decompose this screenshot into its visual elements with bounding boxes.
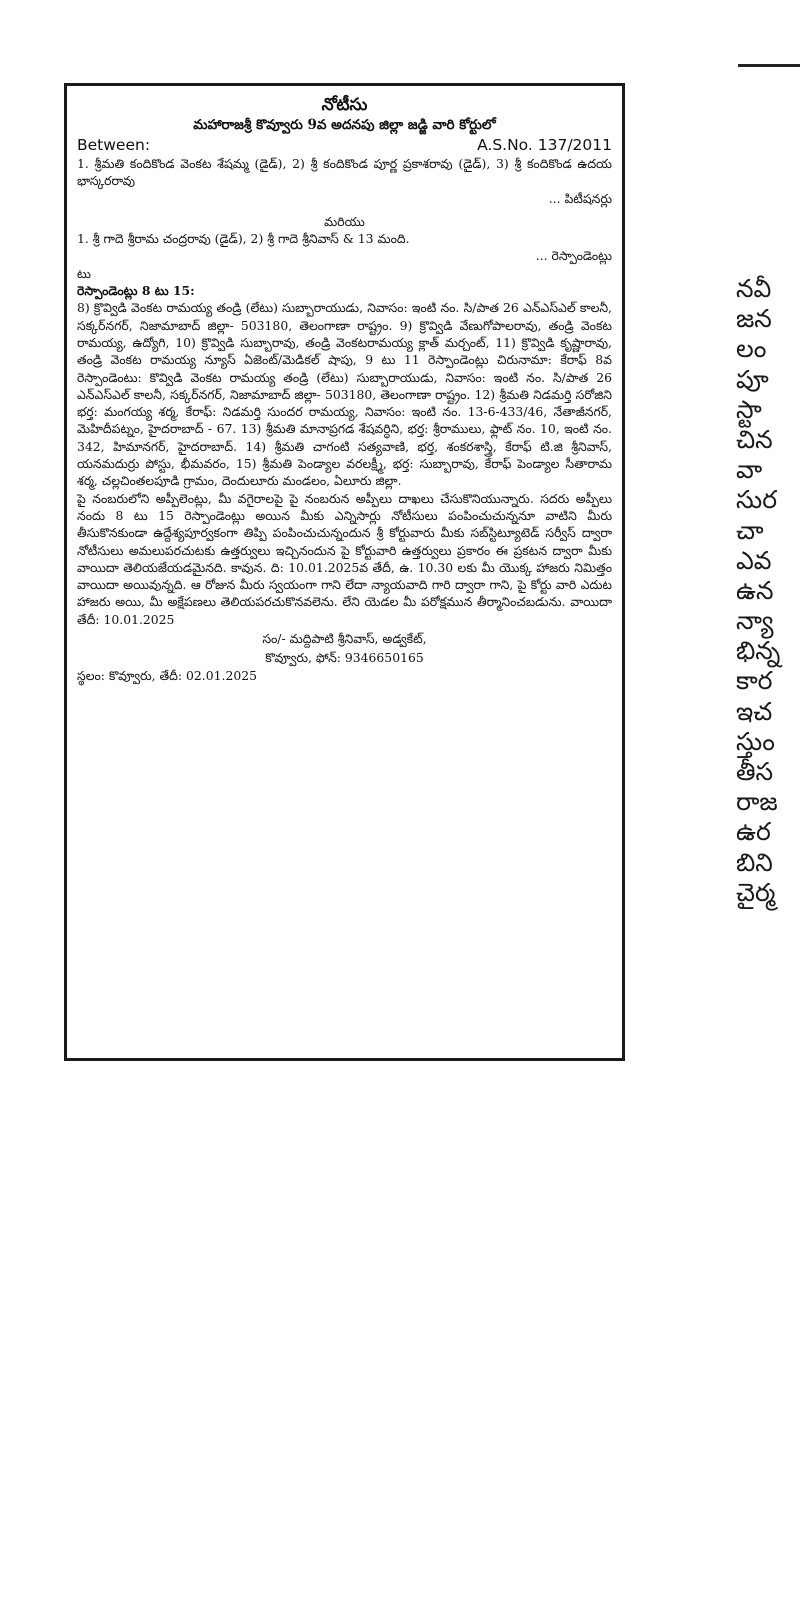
side-column-line: ఇచ — [736, 696, 773, 726]
side-column-line: బిని — [736, 847, 773, 877]
side-column-line: స్తుం — [736, 726, 775, 756]
side-column-line: చిన — [736, 424, 773, 454]
side-column-rule — [738, 64, 800, 67]
side-column-line: పూ — [736, 364, 769, 394]
respondents: 1. శ్రీ గాదె శ్రీరామ చంద్రరావు (డైడ్), 2) శ్రీ గాదె శ్రీనివాస్ & 13 మంది. — [77, 231, 410, 247]
case-header — [77, 135, 612, 155]
side-column-line: భిన్న — [736, 636, 781, 666]
notice-box — [64, 83, 625, 1061]
signature-line-2: కొవ్వూరు, ఫోన్: 9346650165 — [265, 650, 424, 666]
notice-title: నోటీసు — [321, 95, 368, 115]
court-name: మహారాజశ్రీ కొవ్వూరు 9వ అదనపు జిల్లా జడ్జి వారి కోర్టులో — [193, 117, 496, 133]
case-number: A.S.No. 137/2011 — [477, 136, 612, 154]
respondents-heading: రెస్పాండెంట్లు 8 టు 15: — [77, 283, 195, 299]
side-column-line: న్యా — [736, 606, 774, 636]
and-label: మరియు — [324, 213, 365, 229]
petitioners: 1. శ్రీమతి కందికొండ వెంకట శేషమ్మ (డైడ్), 2) శ్రీ కందికొండ పూర్ణ ప్రకాశరావు (డైడ్), 3) శ్రీ కందికొండ ఉదయ భాస్కరరావు — [77, 156, 612, 189]
side-column-line: చా — [736, 515, 764, 545]
side-column-line: లం — [736, 334, 767, 364]
side-column-line: ఎవ — [736, 545, 772, 575]
side-column-line: వా — [736, 455, 763, 485]
side-column-line: కార — [736, 666, 773, 696]
side-column-line: తీస — [736, 757, 774, 786]
side-column-line: సుర — [736, 485, 778, 515]
side-column-line: నవీ — [736, 274, 772, 303]
side-column-line: ఉర — [736, 817, 771, 847]
side-column-line: స్టా — [736, 394, 762, 424]
respondents-tail: టు — [77, 265, 91, 281]
place-date: స్థలం: కొవ్వూరు, తేదీ: 02.01.2025 — [77, 667, 257, 683]
side-column-text — [736, 274, 800, 1274]
side-column-line: రాజ — [736, 787, 778, 817]
respondents-suffix: ... రెస్పాండెంట్లు — [535, 248, 612, 264]
respondent-details: 8) క్రొవ్విడి వెంకట రామయ్య తండ్రి (లేటు) సుబ్బారాయుడు, నివాసం: ఇంటి నం. సి/పాత 26 ఎన్ఎస్ఎల్ కాలనీ, సక్కర్‌నగర్, నిజామాబాద్ జిల్లా- 503180, తెలంగాణా రాష్ట్రం. 9) క్రొవ్విడి వేణుగోపాలరావు, తండ్రి వెంకట రామయ్య, ఉద్యోగి, 10) క్రొవ్విడి సుబ్బారావు, తండ్రి వెంకటరామయ్య క్లాత్ మర్చంట్, 11) క్రొవ్విడి కృష్ణారావు, తండ్రి వెంకట రామయ్య న్యూస్ ఏజెంట్/మెడికల్ షాపు, 9 టు 11 రెస్పాండెంట్లు చిరునామా: కేరాఫ్ 8వ రెస్పాండెంటు: కొవ్విడి వెంకట రామయ్య తండ్రి (లేటు) సుబ్బారాయుడు, నివాసం: ఇంటి నం. సి/పాత 26 ఎన్ఎస్ఎల్ కాలనీ, సక్కర్‌నగర్, నిజామాబాద్ జిల్లా- 503180, తెలంగాణా రాష్ట్రం. 12) శ్రీమతి నిడమర్తి సరోజిని భర్త: మంగయ్య శర్మ, కేరాఫ్: నిడమర్తి సుందర రామయ్య, నివాసం: ఇంటి నం. 13-6-433/46, నేతాజీనగర్, మెహిదీపట్నం, హైదరాబాద్ - 67. 13) శ్రీమతి మానాప్రగడ శేషవర్ధిని, భర్త: శ్రీరాములు, ఫ్లాట్ నం. 10, ఇంటి నం. 342, హిమానగర్, హైదరాబాద్. 14) శ్రీమతి చాగంటి సత్యవాణి, భర్త, శంకరశాస్త్రి, కేరాఫ్ టి.జి శ్రీనివాస్, యనమదుర్రు పోస్టు, భీమవరం, 15) శ్రీమతి పెండ్యాల వరలక్ష్మీ, భర్త: సుబ్బారావు, కేరాఫ్ పెండ్యాల సీతారామ శర్మ, చల్లచింతలపూడి గ్రామం, దెందులూరు మండలం, ఏలూరు జిల్లా. — [77, 300, 612, 489]
side-column-line: జన — [736, 304, 772, 334]
petitioners-suffix: ... పిటీషనర్లు — [548, 190, 612, 206]
between-label: Between: — [77, 136, 151, 154]
notice-body: పై నంబరులోని అప్పీలెంట్లు, మీ వగైరాలపై పై నంబరున అప్పీలు దాఖలు చేసుకొనియున్నారు. సదరు అప్పీలు నందు 8 టు 15 రెస్పాండెంట్లు అయిన మీకు ఎన్నిసార్లు నోటీసులు పంపించుచున్ననూ వాటిని మీరు తీసుకొనకుండా ఉద్దేశ్యపూర్వకంగా తిప్పి పంపించుచున్నందున శ్రీ కోర్టువారు మీకు సబ్‌స్టిట్యూటెడ్ సర్వీస్ ద్వారా నోటీసులు అమలుపరచుటకు ఉత్తర్వులు ఇచ్చినందున పై కోర్టువారి ఉత్తర్వులు ప్రకారం ఈ ప్రకటన ద్వారా మీకు వాయిదా తెలియజేయడమైనది. కావున. ది: 10.01.2025వ తేదీ, ఉ. 10.30 లకు మీ యొక్క హాజరు నిమిత్తం వాయిదా అయివున్నది. ఆ రోజున మీరు స్వయంగా గాని లేదా న్యాయవాది గారి ద్వారా గాని, పై కోర్టు వారి ఎదుట హాజరు అయి, మీ అక్షేపణలు తెలియపరచుకొనవలెను. లేని యెడల మీ పరోక్షమున తీర్మానించబడును. వాయిదా తేదీ: 10.01.2025 — [77, 490, 612, 627]
signature-line-1: సం/- మద్దిపాటి శ్రీనివాస్, అడ్వకేట్, — [262, 631, 427, 647]
side-column-line: ఉన — [736, 575, 774, 605]
side-column-line: చైర్మ — [736, 877, 776, 907]
